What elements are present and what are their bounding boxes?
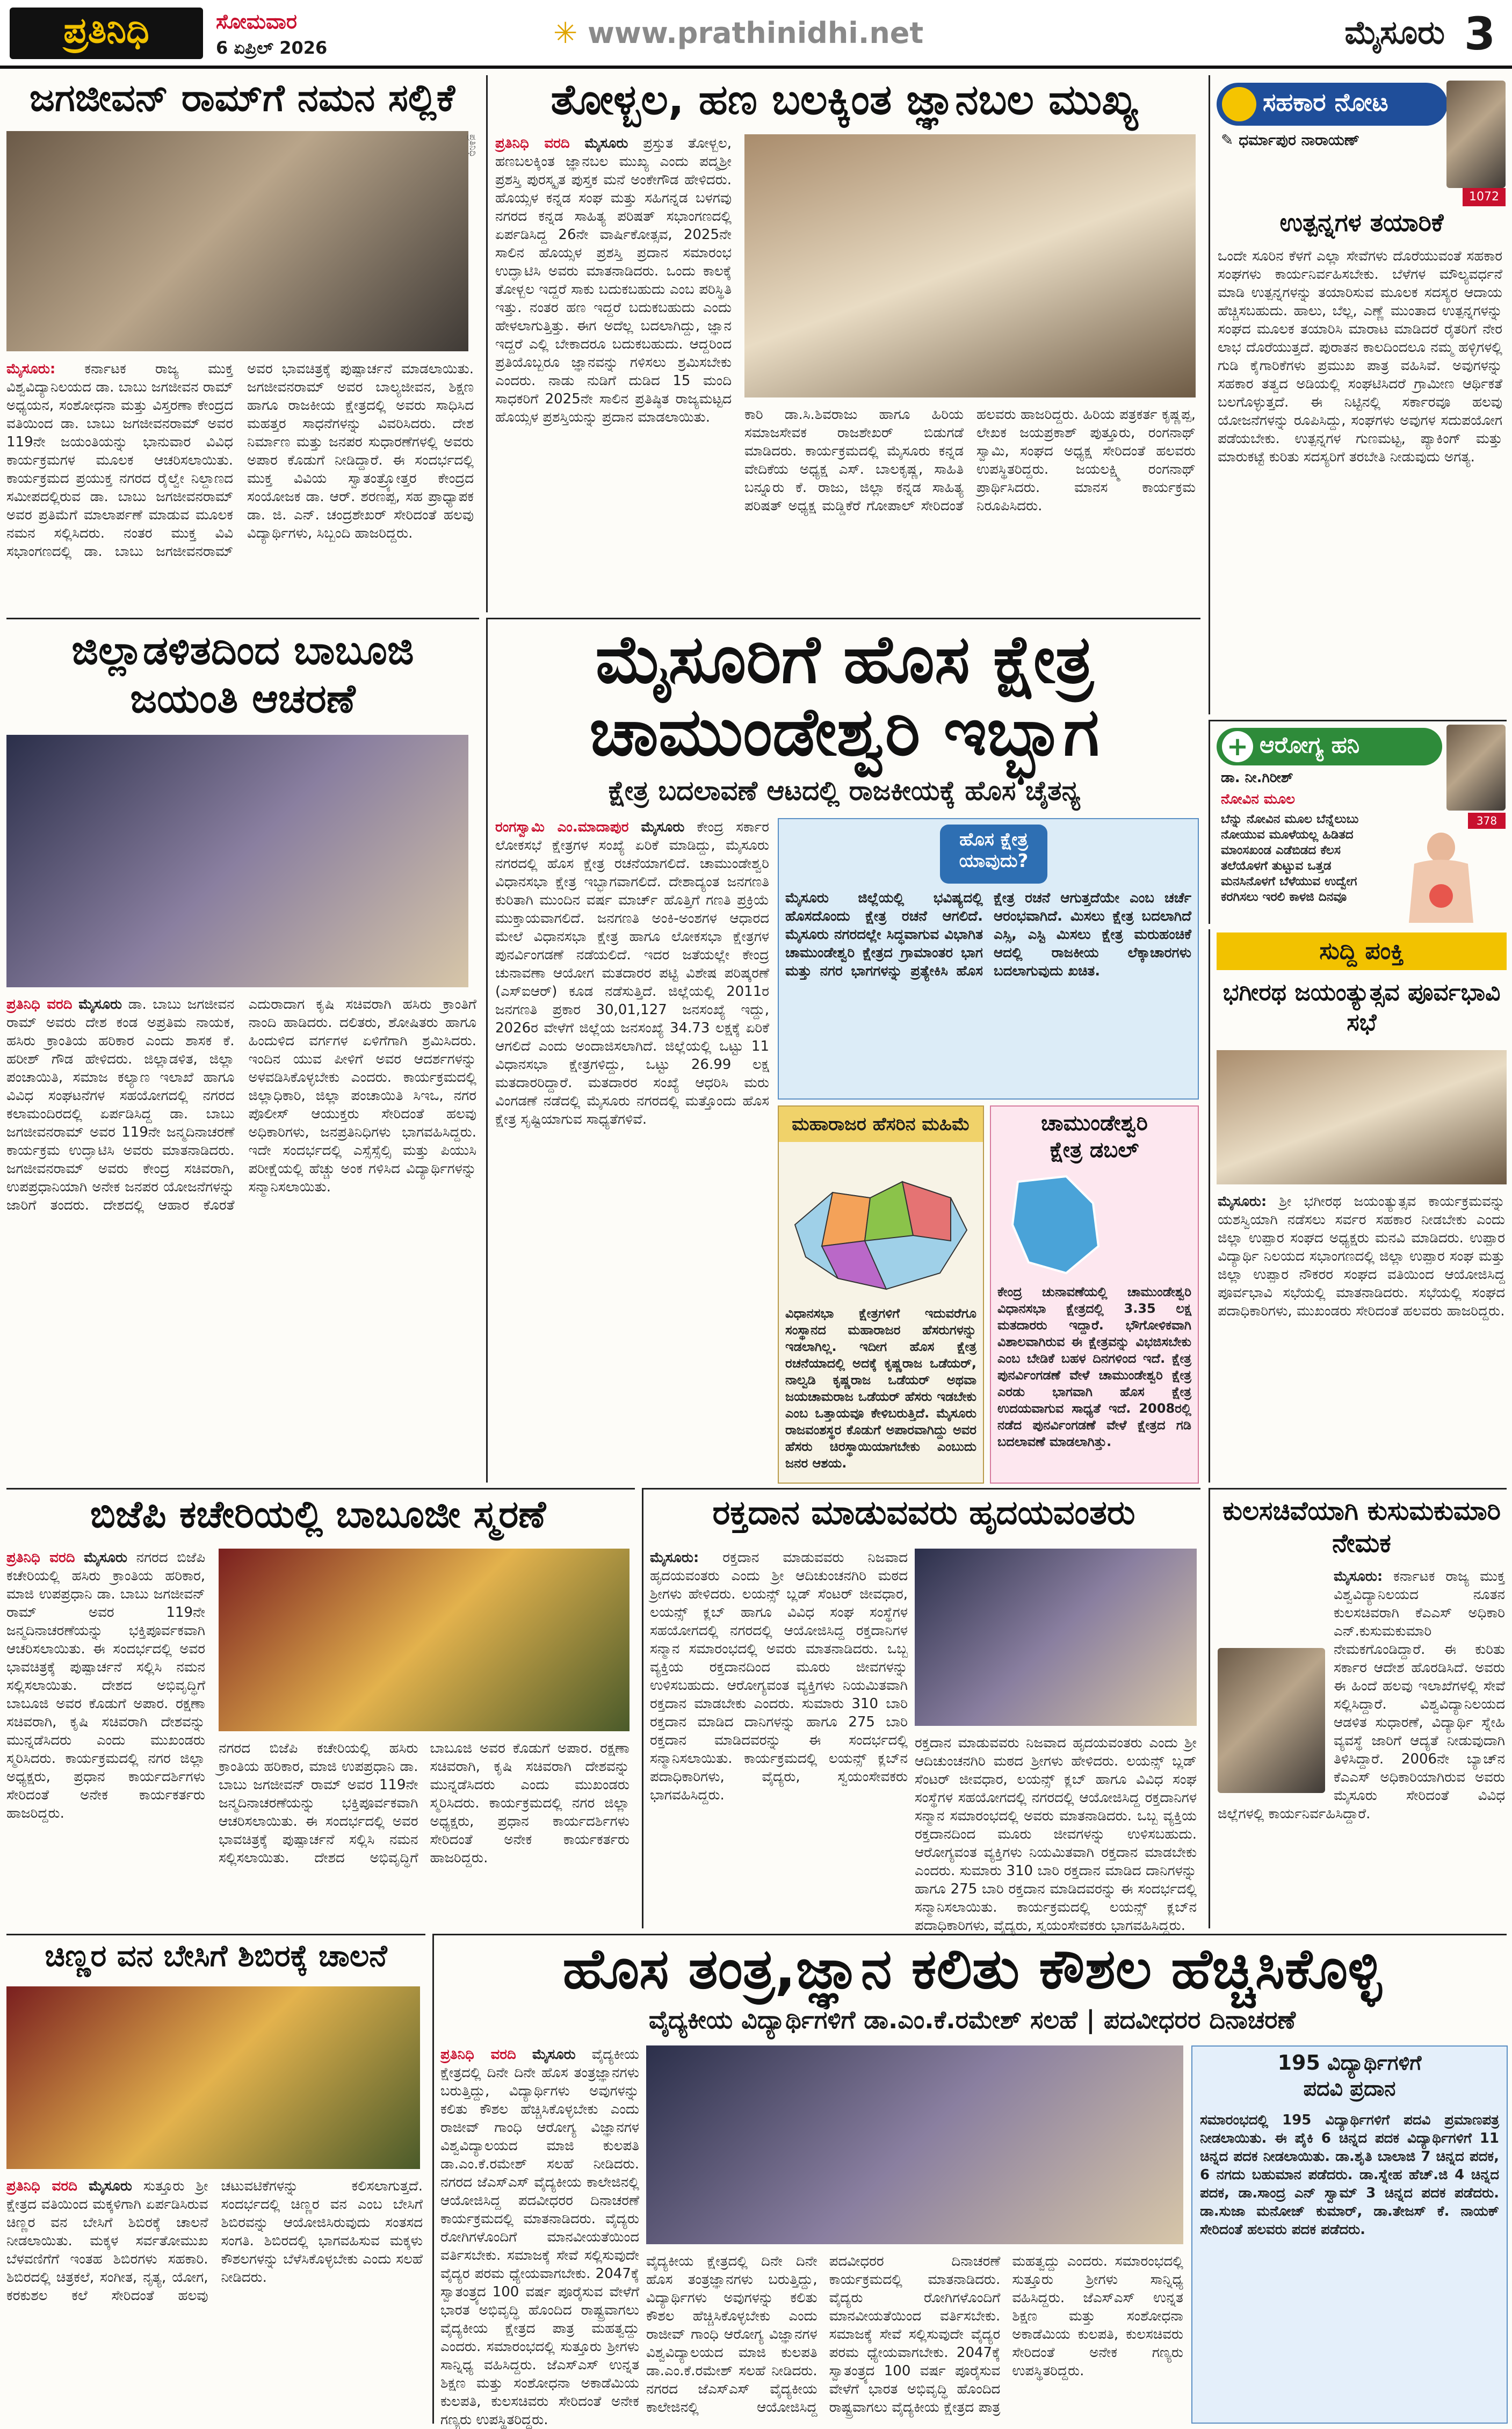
plus-icon: + — [1222, 731, 1253, 762]
camp-byline: ಪ್ರತಿನಿಧಿ ವರದಿ — [6, 2178, 77, 2194]
column-sahakara-nota — [1209, 75, 1507, 714]
box-new-constituency — [778, 818, 1199, 1100]
story4-dateline: ಮೈಸೂರು — [641, 819, 685, 835]
arogya-title: ಆರೋಗ್ಯ ಹನಿ — [1260, 732, 1360, 758]
camp-dateline: ಮೈಸೂರು — [88, 2178, 132, 2194]
skill-headline: ಹೊಸ ತಂತ್ರ,ಜ್ಞಾನ ಕಲಿತು ಕೌಶಲ ಹೆಚ್ಚಿಸಿಕೊಳ್ಳಿ — [562, 1936, 1382, 2001]
masthead-date: 6 ಏಪ್ರಿಲ್ 2026 — [216, 38, 328, 58]
arogya-number: 378 — [1468, 813, 1506, 829]
story2-body-right: ಕಾರಿ ಡಾ.ಸಿ.ಶಿವರಾಜು ಹಾಗೂ ಹಿರಿಯ ಸಮಾಜಸೇವಕ ರಾಜಶೇಖರ್ ಬಿಡುಗಡೆ ಮಾಡಿದರು. ಕಾರ್ಯಕ್ರಮದಲ್ಲಿ ಮೈಸೂರು ಕನ್ನಡ ವೇದಿಕೆಯ ಅಧ್ಯಕ್ಷ ಎಸ್. ಬಾಲಕೃಷ್ಣ, ಸಾಹಿತಿ ಬನ್ನೂರು ಕೆ. ರಾಜು, ಜಿಲ್ಲಾ ಕನ್ನಡ ಸಾಹಿತ್ಯ ಪರಿಷತ್ ಅಧ್ಯಕ್ಷ ಮಡ್ಡಿಕೆರೆ ಗೋಪಾಲ್ ಸೇರಿದಂತೆ ಹಲವರು ಹಾಜರಿದ್ದರು. ಹಿರಿಯ ಪತ್ರಕರ್ತ ಕೃಷ್ಣಪ್ಪ, ಲೇಖಕ ಜಯಪ್ರಕಾಶ್ ಪುತ್ತೂರು, ರಂಗನಾಥ್ ಸ್ವಾಮಿ, ಸಂಘದ ಅಧ್ಯಕ್ಷ ಸೇರಿದಂತೆ ಹಲವರು ಉಪಸ್ಥಿತರಿದ್ದರು. ಜಯಲಕ್ಷ್ಮಿ ರಂಗನಾಥ್ ಪ್ರಾರ್ಥಿಸಿದರು. ಮಾನಸ ಕಾರ್ಯಕ್ರಮ ನಿರೂಪಿಸಿದರು. — [744, 407, 1196, 514]
story2-body-left — [495, 134, 732, 607]
arogya-title-bar — [1217, 728, 1442, 765]
story1-headline: ಜಗಜೀವನ್ ರಾಮ್‌ಗೆ ನಮನ ಸಲ್ಲಿಕೆ — [29, 76, 455, 120]
story-knowledge-power — [486, 75, 1200, 612]
story2-dateline: ಮೈಸೂರು — [584, 135, 628, 151]
skill-body-right: ವೈದ್ಯಕೀಯ ಕ್ಷೇತ್ರದಲ್ಲಿ ದಿನೇ ದಿನೇ ಹೊಸ ತಂತ್ರಜ್ಞಾನಗಳು ಬರುತ್ತಿದ್ದು, ವಿದ್ಯಾರ್ಥಿಗಳು ಅವುಗಳನ್ನು ಕಲಿತು ಕೌಶಲ ಹೆಚ್ಚಿಸಿಕೊಳ್ಳಬೇಕು ಎಂದು ರಾಜೀವ್ ಗಾಂಧಿ ಆರೋಗ್ಯ ವಿಜ್ಞಾನಗಳ ವಿಶ್ವವಿದ್ಯಾಲಯದ ಮಾಜಿ ಕುಲಪತಿ ಡಾ.ಎಂ.ಕೆ.ರಮೇಶ್ ಸಲಹೆ ನೀಡಿದರು. ನಗರದ ಜೆಎಸ್ಎಸ್ ವೈದ್ಯಕೀಯ ಕಾಲೇಜಿನಲ್ಲಿ ಆಯೋಜಿಸಿದ್ದ ಪದವೀಧರರ ದಿನಾಚರಣೆ ಕಾರ್ಯಕ್ರಮದಲ್ಲಿ ಮಾತನಾಡಿದರು. ವೈದ್ಯರು ರೋಗಿಗಳೊಂದಿಗೆ ಮಾನವೀಯತೆಯಿಂದ ವರ್ತಿಸಬೇಕು. ಸಮಾಜಕ್ಕೆ ಸೇವೆ ಸಲ್ಲಿಸುವುದೇ ವೈದ್ಯರ ಪರಮ ಧ್ಯೇಯವಾಗಬೇಕು. 2047ಕ್ಕೆ ಸ್ವಾತಂತ್ರ್ಯದ 100 ವರ್ಷ ಪೂರೈಸುವ ವೇಳೆಗೆ ಭಾರತ ಅಭಿವೃದ್ಧಿ ಹೊಂದಿದ ರಾಷ್ಟ್ರವಾಗಲು ವೈದ್ಯಕೀಯ ಕ್ಷೇತ್ರದ ಪಾತ್ರ ಮಹತ್ವದ್ದು ಎಂದರು. ಸಮಾರಂಭದಲ್ಲಿ ಸುತ್ತೂರು ಶ್ರೀಗಳು ಸಾನ್ನಿಧ್ಯ ವಹಿಸಿದ್ದರು. ಜೆಎಸ್ಎಸ್ ಉನ್ನತ ಶಿಕ್ಷಣ ಮತ್ತು ಸಂಶೋಧನಾ ಅಕಾಡೆಮಿಯ ಕುಲಪತಿ, ಕುಲಸಚಿವರು ಸೇರಿದಂತೆ ಅನೇಕ ಗಣ್ಯರು ಉಪಸ್ಥಿತರಿದ್ದರು. — [646, 2253, 1183, 2416]
suddi-text: ಶ್ರೀ ಭಗೀರಥ ಜಯಂತ್ಯುತ್ಸವ ಕಾರ್ಯಕ್ರಮವನ್ನು ಯಶಸ್ವಿಯಾಗಿ ನಡೆಸಲು ಸರ್ವರ ಸಹಕಾರ ನೀಡಬೇಕು ಎಂದು ಜಿಲ್ಲಾ ಉಪ್ಪಾರ ಸಂಘದ ಅಧ್ಯಕ್ಷರು ಮನವಿ ಮಾಡಿದರು. ಉಪ್ಪಾರ ವಿದ್ಯಾರ್ಥಿ ನಿಲಯದ ಸಭಾಂಗಣದಲ್ಲಿ ಜಿಲ್ಲಾ ಉಪ್ಪಾರ ಸಂಘ ಮತ್ತು ಜಿಲ್ಲಾ ಉಪ್ಪಾರ ನೌಕರರ ಸಂಘದ ವತಿಯಿಂದ ಆಯೋಜಿಸಿದ್ದ ಪೂರ್ವಭಾವಿ ಸಭೆಯಲ್ಲಿ ಮಾತನಾಡಿದರು. ಸಭೆಯಲ್ಲಿ ಸಂಘದ ಪದಾಧಿಕಾರಿಗಳು, ಮುಖಂಡರು ಸೇರಿದಂತೆ ಹಲವರು ಹಾಜರಿದ್ದರು. — [1218, 1194, 1505, 1319]
arogya-body: ಬೆನ್ನು ನೋವಿನ ಮೂಲ ಬೆನ್ನೆಲುಬು ನೋಯುವ ಮೂಳೆಯಲ್ಲ ಹಿಡಿತದ ಮಾಂಸಖಂಡ ಎಡೆಬಿಡದ ಕೆಲಸ ತಲೆಯೊಳಗೆ ತುಟ್ಟುವ ಒತ್ತಡ ಮನಸಿನೊಳಗೆ ಬೆಳೆಯುವ ಉದ್ವೇಗ ಕರಗಿಸಲು ಇರಲಿ ಕಾಳಜಿ ದಿನವೂ — [1221, 812, 1359, 904]
story2-byline: ಪ್ರತಿನಿಧಿ ವರದಿ — [495, 135, 570, 151]
story3-body — [6, 995, 476, 1479]
suddi-label: ಸುದ್ದಿ ಪಂಕ್ತಿ — [1217, 932, 1507, 970]
kusuma-dateline: ಮೈಸೂರು: — [1334, 1568, 1383, 1585]
bjp-dateline: ಮೈಸೂರು — [84, 1550, 128, 1566]
story-graduation-day — [432, 1934, 1507, 2428]
bjp-photo — [219, 1549, 630, 1731]
box-double-title-2: ಕ್ಷೇತ್ರ ಡಬಲ್ — [1050, 1138, 1139, 1162]
story1-text: ಕರ್ನಾಟಕ ರಾಜ್ಯ ಮುಕ್ತ ವಿಶ್ವವಿದ್ಯಾನಿಲಯದ ಡಾ. ಬಾಬು ಜಗಜೀವನ ರಾಮ್ ಅಧ್ಯಯನ, ಸಂಶೋಧನಾ ಮತ್ತು ವಿಸ್ತರಣಾ ಕೇಂದ್ರದ ವತಿಯಿಂದ ಡಾ. ಬಾಬು ಜಗಜೀವನರಾಮ್ ಅವರ 119ನೇ ಜಯಂತಿಯನ್ನು ಭಾನುವಾರ ವಿವಿಧ ಕಾರ್ಯಕ್ರಮಗಳ ಮೂಲಕ ಆಚರಿಸಲಾಯಿತು. ಕಾರ್ಯಕ್ರಮದ ಪ್ರಯುಕ್ತ ನಗರದ ರೈಲ್ವೇ ನಿಲ್ದಾಣದ ಸಮೀಪದಲ್ಲಿರುವ ಡಾ. ಬಾಬು ಜಗಜೀವನರಾಮ್ ಅವರ ಪ್ರತಿಮೆಗೆ ಮಾಲಾರ್ಪಣೆ ಮಾಡುವ ಮೂಲಕ ನಮನ ಸಲ್ಲಿಸಿದರು. ನಂತರ ಮುಕ್ತ ವಿವಿ ಸಭಾಂಗಣದಲ್ಲಿ ಡಾ. ಬಾಬು ಜಗಜೀವನರಾಮ್ ಅವರ ಭಾವಚಿತ್ರಕ್ಕೆ ಪುಷ್ಪಾರ್ಚನೆ ಮಾಡಲಾಯಿತು. ಜಗಜೀವನರಾಮ್ ಅವರ ಬಾಲ್ಯಜೀವನ, ಶಿಕ್ಷಣ ಹಾಗೂ ರಾಜಕೀಯ ಕ್ಷೇತ್ರದಲ್ಲಿ ಅವರು ಸಾಧಿಸಿದ ಮಹತ್ತರ ಸಾಧನೆಗಳನ್ನು ವಿವರಿಸಿದರು. ದೇಶ ನಿರ್ಮಾಣ ಮತ್ತು ಜನಪರ ಸುಧಾರಣೆಗಳಲ್ಲಿ ಅವರು ಅಪಾರ ಕೊಡುಗೆ ನೀಡಿದ್ದಾರೆ. ಈ ಸಂದರ್ಭದಲ್ಲಿ ಮುಕ್ತ ವಿವಿಯ ಸ್ವಾತಂತ್ರ್ಯೋತ್ತರ ಕೇಂದ್ರದ ಸಂಯೋಜಕ ಡಾ. ಆರ್. ಶರಣಪ್ಪ, ಸಹ ಪ್ರಾಧ್ಯಾಪಕ ಡಾ. ಜಿ. ಎನ್. ಚಂದ್ರಶೇಖರ್ ಸೇರಿದಂತೆ ಹಲವು ವಿದ್ಯಾರ್ಥಿಗಳು, ಸಿಬ್ಬಂದಿ ಹಾಜರಿದ್ದರು. — [6, 361, 474, 560]
pen-icon: ✎ — [1221, 131, 1239, 149]
blood-body-left — [650, 1549, 908, 1925]
suddi-dateline: ಮೈಸೂರು: — [1218, 1194, 1267, 1210]
masthead-edition: ಮೈಸೂರು — [1344, 14, 1445, 52]
sahakara-title: ಸಹಕಾರ ನೋಟ — [1263, 88, 1388, 117]
skill-body-left — [440, 2045, 639, 2428]
story-district-jayanti — [6, 618, 479, 1483]
sahakara-author-name: ಧರ್ಮಾಪುರ ನಾರಾಯಣ್ — [1239, 131, 1360, 149]
arogya-subtitle: ನೋವಿನ ಮೂಲ — [1221, 791, 1296, 807]
story-bjp-office — [6, 1488, 635, 1928]
blood-dateline: ಮೈಸೂರು: — [650, 1550, 699, 1566]
back-pain-illustration — [1382, 832, 1500, 923]
story3-text: ಡಾ. ಬಾಬು ಜಗಜೀವನ ರಾಮ್ ಅವರು ದೇಶ ಕಂಡ ಅಪ್ರತಿಮ ನಾಯಕ, ಹಸಿರು ಕ್ರಾಂತಿಯ ಹರಿಕಾರ ಎಂದು ಶಾಸಕ ಕೆ. ಹರೀಶ್ ಗೌಡ ಹೇಳಿದರು. ಜಿಲ್ಲಾಡಳಿತ, ಜಿಲ್ಲಾ ಪಂಚಾಯಿತಿ, ಸಮಾಜ ಕಲ್ಯಾಣ ಇಲಾಖೆ ಹಾಗೂ ವಿವಿಧ ಸಂಘಟನೆಗಳ ಸಹಯೋಗದಲ್ಲಿ ನಗರದ ಕಲಾಮಂದಿರದಲ್ಲಿ ಏರ್ಪಡಿಸಿದ್ದ ಡಾ. ಬಾಬು ಜಗಜೀವನರಾಮ್ ಅವರ 119ನೇ ಜನ್ಮದಿನಾಚರಣೆ ಕಾರ್ಯಕ್ರಮ ಉದ್ಘಾಟಿಸಿ ಅವರು ಮಾತನಾಡಿದರು. ಜಗಜೀವನರಾಮ್ ಅವರು ಕೇಂದ್ರ ಸಚಿವರಾಗಿ, ಉಪಪ್ರಧಾನಿಯಾಗಿ ಅನೇಕ ಜನಪರ ಯೋಜನೆಗಳನ್ನು ಜಾರಿಗೆ ತಂದರು. ದೇಶದಲ್ಲಿ ಆಹಾರ ಕೊರತೆ ಎದುರಾದಾಗ ಕೃಷಿ ಸಚಿವರಾಗಿ ಹಸಿರು ಕ್ರಾಂತಿಗೆ ನಾಂದಿ ಹಾಡಿದರು. ದಲಿತರು, ಶೋಷಿತರು ಹಾಗೂ ಹಿಂದುಳಿದ ವರ್ಗಗಳ ಏಳಿಗೆಗಾಗಿ ಶ್ರಮಿಸಿದರು. ಇಂದಿನ ಯುವ ಪೀಳಿಗೆ ಅವರ ಆದರ್ಶಗಳನ್ನು ಅಳವಡಿಸಿಕೊಳ್ಳಬೇಕು ಎಂದರು. ಕಾರ್ಯಕ್ರಮದಲ್ಲಿ ಜಿಲ್ಲಾಧಿಕಾರಿ, ಜಿಲ್ಲಾ ಪಂಚಾಯಿತಿ ಸಿಇಒ, ನಗರ ಪೊಲೀಸ್ ಆಯುಕ್ತರು ಸೇರಿದಂತೆ ಹಲವು ಅಧಿಕಾರಿಗಳು, ಜನಪ್ರತಿನಿಧಿಗಳು ಭಾಗವಹಿಸಿದ್ದರು. ಇದೇ ಸಂದರ್ಭದಲ್ಲಿ ಎಸ್ಸೆಸ್ಸೆಲ್ಸಿ ಮತ್ತು ಪಿಯುಸಿ ಪರೀಕ್ಷೆಯಲ್ಲಿ ಹೆಚ್ಚು ಅಂಕ ಗಳಿಸಿದ ವಿದ್ಯಾರ್ಥಿಗಳನ್ನು ಸನ್ಮಾನಿಸಲಾಯಿತು. — [6, 996, 476, 1213]
story-new-constituency — [486, 618, 1200, 1483]
story1-body — [6, 360, 474, 612]
story2-text: ಪ್ರಸ್ತುತ ತೋಳ್ಬಲ, ಹಣಬಲಕ್ಕಿಂತ ಜ್ಞಾನಬಲ ಮುಖ್ಯ ಎಂದು ಪದ್ಮಶ್ರೀ ಪ್ರಶಸ್ತಿ ಪುರಸ್ಕೃತ ಪುಸ್ತಕ ಮನೆ ಅಂಕೇಗೌಡ ಹೇಳಿದರು. ಹೊಯ್ಸಳ ಕನ್ನಡ ಸಂಘ ಮತ್ತು ಸಹಿಗನ್ನಡ ಬಳಗವು ನಗರದ ಕನ್ನಡ ಸಾಹಿತ್ಯ ಪರಿಷತ್ ಸಭಾಂಗಣದಲ್ಲಿ ಏರ್ಪಡಿಸಿದ್ದ 26ನೇ ವಾರ್ಷಿಕೋತ್ಸವ, 2025ನೇ ಸಾಲಿನ ಹೊಯ್ಸಳ ಪ್ರಶಸ್ತಿ ಪ್ರದಾನ ಸಮಾರಂಭ ಉದ್ಘಾಟಿಸಿ ಅವರು ಮಾತನಾಡಿದರು. ಒಂದು ಕಾಲಕ್ಕೆ ತೋಳ್ಬಲ ಇದ್ದರೆ ಸಾಕು ಬದುಕಬಹುದು ಎಂಬ ಪರಿಸ್ಥಿತಿ ಇತ್ತು. ನಂತರ ಹಣ ಇದ್ದರೆ ಬದುಕಬಹುದು ಎಂದು ಹೇಳಲಾಗುತ್ತಿತ್ತು. ಈಗ ಅದೆಲ್ಲ ಬದಲಾಗಿದ್ದು, ಜ್ಞಾನ ಇದ್ದರೆ ಎಲ್ಲಿ ಬೇಕಾದರೂ ಬದುಕಬಹುದು. ಆದ್ದರಿಂದ ಪ್ರತಿಯೊಬ್ಬರೂ ಜ್ಞಾನವನ್ನು ಗಳಿಸಲು ಶ್ರಮಿಸಬೇಕು ಎಂದರು. ನಾಡು ನುಡಿಗೆ ದುಡಿದ 15 ಮಂದಿ ಸಾಧಕರಿಗೆ 2025ನೇ ಸಾಲಿನ ಪ್ರತಿಷ್ಠಿತ ರಾಜ್ಯಮಟ್ಟದ ಹೊಯ್ಸಳ ಪ್ರಶಸ್ತಿಯನ್ನು ಪ್ರದಾನ ಮಾಡಲಾಯಿತು. — [495, 135, 732, 425]
camp-body — [6, 2177, 423, 2421]
constituency-map — [1002, 1171, 1109, 1278]
column-suddi-pankti — [1209, 929, 1507, 1483]
story4-body — [495, 818, 769, 1479]
skill-subhead2: ಪದವೀಧರರ ದಿನಾಚರಣೆ — [1103, 2005, 1296, 2034]
box-degree-body: ಸಮಾರಂಭದಲ್ಲಿ 195 ವಿದ್ಯಾರ್ಥಿಗಳಿಗೆ ಪದವಿ ಪ್ರಮಾಣಪತ್ರ ನೀಡಲಾಯಿತು. ಈ ಪೈಕಿ 6 ಚಿನ್ನದ ಪದಕ ವಿದ್ಯಾರ್ಥಿಗಳಿಗೆ 11 ಚಿನ್ನದ ಪದಕ ನೀಡಲಾಯಿತು. ಡಾ.ಶೃತಿ ಬಾಲಾಜಿ 7 ಚಿನ್ನದ ಪದಕ, 6 ನಗದು ಬಹುಮಾನ ಪಡೆದರು. ಡಾ.ಸ್ನೇಹ ಹೆಚ್.ಜಿ 4 ಚಿನ್ನದ ಪದಕ, ಡಾ.ಸಾಂದ್ರ ಎನ್ ಸ್ವಾಮ್ 3 ಚಿನ್ನದ ಪದಕ ಪಡೆದರು. ಡಾ.ಸುಜಾ ಮನೋಜ್ ಕುಮಾರ್, ಡಾ.ತೇಜಸ್ ಕೆ. ನಾಯಕ್ ಸೇರಿದಂತೆ ಹಲವರು ಪದಕ ಪಡೆದರು. — [1200, 2112, 1499, 2238]
story3-dateline: ಮೈಸೂರು — [78, 996, 122, 1013]
box-degree-title-1: 195 ವಿದ್ಯಾರ್ಥಿಗಳಿಗೆ — [1277, 2051, 1422, 2074]
box-maharaja-name — [778, 1105, 984, 1484]
sahakara-number: 1072 — [1463, 188, 1506, 206]
story2-headline: ತೋಳ್ಬಲ, ಹಣ ಬಲಕ್ಕಿಂತ ಜ್ಞಾನಬಲ ಮುಖ್ಯ — [551, 76, 1138, 124]
suddi-photo — [1217, 1050, 1507, 1184]
bjp-text: ನಗರದ ಬಿಜೆಪಿ ಕಚೇರಿಯಲ್ಲಿ ಹಸಿರು ಕ್ರಾಂತಿಯ ಹರಿಕಾರ, ಮಾಜಿ ಉಪಪ್ರಧಾನಿ ಡಾ. ಬಾಬು ಜಗಜೀವನ್ ರಾಮ್ ಅವರ 119ನೇ ಜನ್ಮದಿನಾಚರಣೆಯನ್ನು ಭಕ್ತಿಪೂರ್ವಕವಾಗಿ ಆಚರಿಸಲಾಯಿತು. ಈ ಸಂದರ್ಭದಲ್ಲಿ ಅವರ ಭಾವಚಿತ್ರಕ್ಕೆ ಪುಷ್ಪಾರ್ಚನೆ ಸಲ್ಲಿಸಿ ನಮನ ಸಲ್ಲಿಸಲಾಯಿತು. ದೇಶದ ಅಭಿವೃದ್ಧಿಗೆ ಬಾಬೂಜಿ ಅವರ ಕೊಡುಗೆ ಅಪಾರ. ರಕ್ಷಣಾ ಸಚಿವರಾಗಿ, ಕೃಷಿ ಸಚಿವರಾಗಿ ದೇಶವನ್ನು ಮುನ್ನಡೆಸಿದರು ಎಂದು ಮುಖಂಡರು ಸ್ಮರಿಸಿದರು. ಕಾರ್ಯಕ್ರಮದಲ್ಲಿ ನಗರ ಜಿಲ್ಲಾ ಅಧ್ಯಕ್ಷರು, ಪ್ರಧಾನ ಕಾರ್ಯದರ್ಶಿಗಳು ಸೇರಿದಂತೆ ಅನೇಕ ಕಾರ್ಯಕರ್ತರು ಹಾಜರಿದ್ದರು. — [6, 1550, 205, 1821]
web-icon: ✳ — [553, 16, 588, 50]
box-maharaja-body: ವಿಧಾನಸಭಾ ಕ್ಷೇತ್ರಗಳಿಗೆ ಇದುವರೆಗೂ ಸಂಸ್ಥಾನದ ಮಹಾರಾಜರ ಹೆಸರುಗಳನ್ನು ಇಡಲಾಗಿಲ್ಲ. ಇದೀಗ ಹೊಸ ಕ್ಷೇತ್ರ ರಚನೆಯಾದಲ್ಲಿ ಅದಕ್ಕೆ ಕೃಷ್ಣರಾಜ ಒಡೆಯರ್, ನಾಲ್ವಡಿ ಕೃಷ್ಣರಾಜ ಒಡೆಯರ್ ಅಥವಾ ಜಯಚಾಮರಾಜ ಒಡೆಯರ್ ಹೆಸರು ಇಡಬೇಕು ಎಂಬ ಒತ್ತಾಯವೂ ಕೇಳಿಬರುತ್ತಿದೆ. ಮೈಸೂರು ರಾಜವಂಶಸ್ಥರ ಕೊಡುಗೆ ಅಪಾರವಾಗಿದ್ದು ಅವರ ಹೆಸರು ಚಿರಸ್ಥಾಯಿಯಾಗಬೇಕು ಎಂಬುದು ಜನರ ಆಶಯ. — [785, 1306, 976, 1471]
blood-photo — [915, 1549, 1197, 1726]
skill-text: ವೈದ್ಯಕೀಯ ಕ್ಷೇತ್ರದಲ್ಲಿ ದಿನೇ ದಿನೇ ಹೊಸ ತಂತ್ರಜ್ಞಾನಗಳು ಬರುತ್ತಿದ್ದು, ವಿದ್ಯಾರ್ಥಿಗಳು ಅವುಗಳನ್ನು ಕಲಿತು ಕೌಶಲ ಹೆಚ್ಚಿಸಿಕೊಳ್ಳಬೇಕು ಎಂದು ರಾಜೀವ್ ಗಾಂಧಿ ಆರೋಗ್ಯ ವಿಜ್ಞಾನಗಳ ವಿಶ್ವವಿದ್ಯಾಲಯದ ಮಾಜಿ ಕುಲಪತಿ ಡಾ.ಎಂ.ಕೆ.ರಮೇಶ್ ಸಲಹೆ ನೀಡಿದರು. ನಗರದ ಜೆಎಸ್ಎಸ್ ವೈದ್ಯಕೀಯ ಕಾಲೇಜಿನಲ್ಲಿ ಆಯೋಜಿಸಿದ್ದ ಪದವೀಧರರ ದಿನಾಚರಣೆ ಕಾರ್ಯಕ್ರಮದಲ್ಲಿ ಮಾತನಾಡಿದರು. ವೈದ್ಯರು ರೋಗಿಗಳೊಂದಿಗೆ ಮಾನವೀಯತೆಯಿಂದ ವರ್ತಿಸಬೇಕು. ಸಮಾಜಕ್ಕೆ ಸೇವೆ ಸಲ್ಲಿಸುವುದೇ ವೈದ್ಯರ ಪರಮ ಧ್ಯೇಯವಾಗಬೇಕು. 2047ಕ್ಕೆ ಸ್ವಾತಂತ್ರ್ಯದ 100 ವರ್ಷ ಪೂರೈಸುವ ವೇಳೆಗೆ ಭಾರತ ಅಭಿವೃದ್ಧಿ ಹೊಂದಿದ ರಾಷ್ಟ್ರವಾಗಲು ವೈದ್ಯಕೀಯ ಕ್ಷೇತ್ರದ ಪಾತ್ರ ಮಹತ್ವದ್ದು ಎಂದರು. ಸಮಾರಂಭದಲ್ಲಿ ಸುತ್ತೂರು ಶ್ರೀಗಳು ಸಾನ್ನಿಧ್ಯ ವಹಿಸಿದ್ದರು. ಜೆಎಸ್ಎಸ್ ಉನ್ನತ ಶಿಕ್ಷಣ ಮತ್ತು ಸಂಶೋಧನಾ ಅಕಾಡೆಮಿಯ ಕುಲಪತಿ, ಕುಲಸಚಿವರು ಸೇರಿದಂತೆ ಅನೇಕ ಗಣ್ಯರು ಉಪಸ್ಥಿತರಿದ್ದರು. — [440, 2047, 639, 2428]
box-chamundeshwari-double — [990, 1105, 1199, 1484]
camp-photo — [6, 1986, 420, 2169]
blood-body-right: ರಕ್ತದಾನ ಮಾಡುವವರು ನಿಜವಾದ ಹೃದಯವಂತರು ಎಂದು ಶ್ರೀ ಆದಿಚುಂಚನಗಿರಿ ಮಠದ ಶ್ರೀಗಳು ಹೇಳಿದರು. ಲಯನ್ಸ್ ಬ್ಲಡ್ ಸೆಂಟರ್ ಜೀವಧಾರ, ಲಯನ್ಸ್ ಕ್ಲಬ್ ಹಾಗೂ ವಿವಿಧ ಸಂಘ ಸಂಸ್ಥೆಗಳ ಸಹಯೋಗದಲ್ಲಿ ನಗರದಲ್ಲಿ ಆಯೋಜಿಸಿದ್ದ ರಕ್ತದಾನಿಗಳ ಸನ್ಮಾನ ಸಮಾರಂಭದಲ್ಲಿ ಅವರು ಮಾತನಾಡಿದರು. ಒಬ್ಬ ವ್ಯಕ್ತಿಯ ರಕ್ತದಾನದಿಂದ ಮೂರು ಜೀವಗಳನ್ನು ಉಳಿಸಬಹುದು. ಆರೋಗ್ಯವಂತ ವ್ಯಕ್ತಿಗಳು ನಿಯಮಿತವಾಗಿ ರಕ್ತದಾನ ಮಾಡಬೇಕು ಎಂದರು. ಸುಮಾರು 310 ಬಾರಿ ರಕ್ತದಾನ ಮಾಡಿದ ದಾನಿಗಳನ್ನು ಹಾಗೂ 275 ಬಾರಿ ರಕ್ತದಾನ ಮಾಡಿದವರನ್ನು ಈ ಸಂದರ್ಭದಲ್ಲಿ ಸನ್ಮಾನಿಸಲಾಯಿತು. ಕಾರ್ಯಕ್ರಮದಲ್ಲಿ ಲಯನ್ಸ್ ಕ್ಲಬ್‌ನ ಪದಾಧಿಕಾರಿಗಳು, ವೈದ್ಯರು, ಸ್ವಯಂಸೇವಕರು ಭಾಗವಹಿಸಿದ್ದರು. — [915, 1735, 1197, 1934]
district-map-svg — [790, 1160, 972, 1300]
subhead-divider: | — [1086, 2005, 1104, 2034]
story-kusumakumari — [1209, 1488, 1507, 1928]
skill-subhead: ವೈದ್ಯಕೀಯ ವಿದ್ಯಾರ್ಥಿಗಳಿಗೆ ಡಾ.ಎಂ.ಕೆ.ರಮೇಶ್ ಸಲಹೆ — [648, 2005, 1077, 2034]
story1-photo — [6, 131, 468, 351]
sahakara-author-photo — [1446, 81, 1506, 188]
bjp-headline: ಬಿಜೆಪಿ ಕಚೇರಿಯಲ್ಲಿ ಬಾಬೂಜೀ ಸ್ಮರಣೆ — [90, 1492, 546, 1536]
story1-dateline: ಮೈಸೂರು: — [6, 361, 56, 377]
story-blood-donation — [642, 1488, 1200, 1934]
bjp-body-left — [6, 1549, 205, 1925]
column-arogya-hani — [1209, 720, 1507, 924]
camp-text: ಸುತ್ತೂರು ಶ್ರೀ ಕ್ಷೇತ್ರದ ವತಿಯಿಂದ ಮಕ್ಕಳಿಗಾಗಿ ಏರ್ಪಡಿಸಿರುವ ಚಿಣ್ಣರ ವನ ಬೇಸಿಗೆ ಶಿಬಿರಕ್ಕೆ ಚಾಲನೆ ನೀಡಲಾಯಿತು. ಮಕ್ಕಳ ಸರ್ವತೋಮುಖ ಬೆಳವಣಿಗೆಗೆ ಇಂತಹ ಶಿಬಿರಗಳು ಸಹಕಾರಿ. ಶಿಬಿರದಲ್ಲಿ ಚಿತ್ರಕಲೆ, ಸಂಗೀತ, ನೃತ್ಯ, ಯೋಗ, ಕರಕುಶಲ ಕಲೆ ಸೇರಿದಂತೆ ಹಲವು ಚಟುವಟಿಕೆಗಳನ್ನು ಕಲಿಸಲಾಗುತ್ತದೆ. ಸಂದರ್ಭದಲ್ಲಿ ಚಿಣ್ಣರ ವನ ಎಂಬ ಬೇಸಿಗೆ ಶಿಬಿರವನ್ನು ಆಯೋಜಿಸಿರುವುದು ಸಂತಸದ ಸಂಗತಿ. ಶಿಬಿರದಲ್ಲಿ ಭಾಗವಹಿಸುವ ಮಕ್ಕಳು ಕೌಶಲಗಳನ್ನು ಬೆಳೆಸಿಕೊಳ್ಳಬೇಕು ಎಂದು ಸಲಹೆ ನೀಡಿದರು. — [6, 2178, 423, 2304]
page-number: 3 — [1464, 8, 1496, 60]
kusuma-headline: ಕುಲಸಚಿವೆಯಾಗಿ ಕುಸುಮಕುಮಾರಿ ನೇಮಕ — [1222, 1496, 1501, 1558]
story3-byline: ಪ್ರತಿನಿಧಿ ವರದಿ — [6, 996, 73, 1013]
back-pain-svg — [1382, 832, 1500, 923]
story4-headline-1: ಮೈಸೂರಿಗೆ ಹೊಸ ಕ್ಷೇತ್ರ — [595, 621, 1094, 698]
kusuma-photo — [1218, 1648, 1325, 1793]
masthead-day: ಸೋಮವಾರ — [216, 10, 297, 33]
camp-headline: ಚಿಣ್ಣರ ವನ ಬೇಸಿಗೆ ಶಿಬಿರಕ್ಕೆ ಚಾಲನೆ — [45, 1939, 387, 1973]
skill-dateline: ಮೈಸೂರು — [532, 2047, 576, 2063]
story-jagjivan-tribute — [6, 75, 478, 612]
sahakara-author — [1221, 131, 1446, 153]
suddi-headline: ಭಗೀರಥ ಜಯಂತ್ಯುತ್ಸವ ಪೂರ್ವಭಾವಿ ಸಭೆ — [1222, 979, 1501, 1036]
story4-text: ಕೇಂದ್ರ ಸರ್ಕಾರ ಲೋಕಸಭೆ ಕ್ಷೇತ್ರಗಳ ಸಂಖ್ಯೆ ಏರಿಕೆ ಮಾಡಿದ್ದು, ಮೈಸೂರು ನಗರದಲ್ಲಿ ಹೊಸ ಕ್ಷೇತ್ರ ರಚನೆಯಾಗಲಿದೆ. ಚಾಮುಂಡೇಶ್ವರಿ ವಿಧಾನಸಭಾ ಕ್ಷೇತ್ರ ಇಬ್ಭಾಗವಾಗಲಿದೆ. ದೇಶಾದ್ಯಂತ ಜನಗಣತಿ ಕುರಿತಾಗಿ ಮುಂದಿನ ವರ್ಷ ಮಾರ್ಚ್ ಹೊತ್ತಿಗೆ ಗಣತಿ ಪ್ರಕ್ರಿಯೆ ಮುಕ್ತಾಯವಾಗಲಿದೆ. ಜನಗಣತಿ ಅಂಕಿ-ಅಂಶಗಳ ಆಧಾರದ ಮೇಲೆ ವಿಧಾನಸಭಾ ಕ್ಷೇತ್ರ ಹಾಗೂ ಲೋಕಸಭಾ ಕ್ಷೇತ್ರಗಳ ಪುನರ್ವಿಂಗಡಣೆ ನಡೆಯಲಿದೆ. ಇದರ ಜತೆಯಲ್ಲೇ ಕೇಂದ್ರ ಚುನಾವಣಾ ಆಯೋಗ ಮತದಾರರ ಪಟ್ಟಿ ವಿಶೇಷ ಪರಿಷ್ಕರಣೆ (ಎಸ್ಐಆರ್) ಕೂಡ ನಡೆಸುತ್ತಿದೆ. ಜಿಲ್ಲೆಯಲ್ಲಿ 2011ರ ಜನಗಣತಿ ಪ್ರಕಾರ 30,01,127 ಜನಸಂಖ್ಯೆ ಇದ್ದು, 2026ರ ವೇಳೆಗೆ ಜಿಲ್ಲೆಯ ಜನಸಂಖ್ಯೆ 34.73 ಲಕ್ಷಕ್ಕೆ ಏರಿಕೆ ಆಗಲಿದೆ ಎಂದು ಅಂದಾಜಿಸಲಾಗಿದೆ. ಜಿಲ್ಲೆಯಲ್ಲಿ ಒಟ್ಟು 11 ವಿಧಾನಸಭಾ ಕ್ಷೇತ್ರಗಳಿದ್ದು, ಒಟ್ಟು 26.99 ಲಕ್ಷ ಮತದಾರರಿದ್ದಾರೆ. ಮತದಾರರ ಸಂಖ್ಯೆ ಆಧರಿಸಿ ಮರು ವಿಂಗಡಣೆ ನಡೆದಲ್ಲಿ ಮೈಸೂರು ನಗರದಲ್ಲಿ ಮತ್ತೊಂದು ಹೊಸ ಕ್ಷೇತ್ರ ಸೃಷ್ಟಿಯಾಗುವ ಸಾಧ್ಯತೆಗಳಿವೆ. — [495, 819, 769, 1127]
skill-photo — [646, 2045, 1183, 2244]
box-question-badge: ಹೊಸ ಕ್ಷೇತ್ರ ಯಾವುದು? — [940, 825, 1047, 884]
constituency-map-svg — [1002, 1171, 1109, 1278]
sahakara-headline: ಉತ್ಪನ್ನಗಳ ತಯಾರಿಕೆ — [1279, 208, 1444, 237]
box-new-constituency-body: ಮೈಸೂರು ಜಿಲ್ಲೆಯಲ್ಲಿ ಭವಿಷ್ಯದಲ್ಲಿ ಹೊಸದೊಂದು ಕ್ಷೇತ್ರ ರಚನೆ ಆಗಲಿದೆ. ಮೈಸೂರು ನಗರದಲ್ಲೇ ಸಿದ್ಧವಾಗುವ ವಿಭಾಗಿತ ಚಾಮುಂಡೇಶ್ವರಿ ಕ್ಷೇತ್ರದ ಗ್ರಾಮಾಂತರ ಭಾಗ ಮತ್ತು ನಗರ ಭಾಗಗಳನ್ನು ಪ್ರತ್ಯೇಕಿಸಿ ಹೊಸ ಕ್ಷೇತ್ರ ರಚನೆ ಆಗುತ್ತದೆಯೇ ಎಂಬ ಚರ್ಚೆ ಆರಂಭವಾಗಿದೆ. ಮಿಸಲು ಕ್ಷೇತ್ರ ಬದಲಾಗಿದೆ ಎಸ್ಸಿ, ಎಸ್ಟಿ ಮಿಸಲು ಕ್ಷೇತ್ರ ಮರುಹಂಚಿಕೆ ಆದಲ್ಲಿ ರಾಜಕೀಯ ಲೆಕ್ಕಾಚಾರಗಳು ಬದಲಾಗುವುದು ಖಚಿತ. — [785, 890, 1191, 979]
blood-headline: ರಕ್ತದಾನ ಮಾಡುವವರು ಹೃದಯವಂತರು — [712, 1493, 1135, 1532]
story-summer-camp — [6, 1934, 425, 2424]
sahakara-title-bar — [1217, 83, 1448, 126]
story3-headline-1: ಜಿಲ್ಲಾಡಳಿತದಿಂದ ಬಾಬೂಜಿ — [71, 627, 414, 674]
arogya-author: ಡಾ. ನೀ.ಗಿರೀಶ್ — [1221, 770, 1293, 786]
story3-photo — [6, 735, 468, 987]
bjp-byline: ಪ್ರತಿನಿಧಿ ವರದಿ — [6, 1550, 75, 1566]
kusuma-text: ಕರ್ನಾಟಕ ರಾಜ್ಯ ಮುಕ್ತ ವಿಶ್ವವಿದ್ಯಾನಿಲಯದ ನೂತನ ಕುಲಸಚಿವರಾಗಿ ಕೆಎಎಸ್ ಅಧಿಕಾರಿ ಎನ್.ಕುಸುಮಕುಮಾರಿ ನೇಮಕಗೊಂಡಿದ್ದಾರೆ. ಈ ಕುರಿತು ಸರ್ಕಾರ ಆದೇಶ ಹೊರಡಿಸಿದೆ. ಅವರು ಈ ಹಿಂದೆ ಹಲವು ಇಲಾಖೆಗಳಲ್ಲಿ ಸೇವೆ ಸಲ್ಲಿಸಿದ್ದಾರೆ. ವಿಶ್ವವಿದ್ಯಾನಿಲಯದ ಆಡಳಿತ ಸುಧಾರಣೆ, ವಿದ್ಯಾರ್ಥಿ ಸ್ನೇಹಿ ವ್ಯವಸ್ಥೆ ಜಾರಿಗೆ ಆದ್ಯತೆ ನೀಡುವುದಾಗಿ ತಿಳಿಸಿದ್ದಾರೆ. 2006ನೇ ಬ್ಯಾಚ್‌ನ ಕೆಎಎಸ್ ಅಧಿಕಾರಿಯಾಗಿರುವ ಅವರು ಮೈಸೂರು ಸೇರಿದಂತೆ ವಿವಿಧ ಜಿಲ್ಲೆಗಳಲ್ಲಿ ಕಾರ್ಯನಿರ್ವಹಿಸಿದ್ದಾರೆ. — [1218, 1568, 1506, 1822]
suddi-body — [1218, 1192, 1505, 1477]
story3-headline-2: ಜಯಂತಿ ಆಚರಣೆ — [130, 676, 356, 722]
skill-byline: ಪ್ರತಿನಿಧಿ ವರದಿ — [440, 2047, 516, 2063]
box-195-students — [1191, 2045, 1508, 2424]
box-double-body: ಕೇಂದ್ರ ಚುನಾವಣೆಯಲ್ಲಿ ಚಾಮುಂಡೇಶ್ವರಿ ವಿಧಾನಸಭಾ ಕ್ಷೇತ್ರದಲ್ಲಿ 3.35 ಲಕ್ಷ ಮತದಾರರು ಇದ್ದಾರೆ. ಭೌಗೋಳಿಕವಾಗಿ ವಿಶಾಲವಾಗಿರುವ ಈ ಕ್ಷೇತ್ರವನ್ನು ವಿಭಜಿಸಬೇಕು ಎಂಬ ಬೇಡಿಕೆ ಬಹಳ ದಿನಗಳಿಂದ ಇದೆ. ಕ್ಷೇತ್ರ ಪುನರ್ವಿಂಗಡಣೆ ವೇಳೆ ಚಾಮುಂಡೇಶ್ವರಿ ಕ್ಷೇತ್ರ ಎರಡು ಭಾಗವಾಗಿ ಹೊಸ ಕ್ಷೇತ್ರ ಉದಯವಾಗುವ ಸಾಧ್ಯತೆ ಇದೆ. 2008ರಲ್ಲಿ ನಡೆದ ಪುನರ್ವಿಂಗಡಣೆ ವೇಳೆ ಕ್ಷೇತ್ರದ ಗಡಿ ಬದಲಾವಣೆ ಮಾಡಲಾಗಿತ್ತು. — [997, 1284, 1191, 1449]
box-maharaja-title: ಮಹಾರಾಜರ ಹೆಸರಿನ ಮಹಿಮೆ — [779, 1107, 983, 1142]
story2-photo — [744, 134, 1196, 397]
website-text: www.prathinidhi.net — [588, 16, 924, 50]
masthead-logo — [10, 8, 203, 59]
sahakara-body: ಒಂದೇ ಸೂರಿನ ಕೆಳಗೆ ಎಲ್ಲಾ ಸೇವೆಗಳು ದೊರೆಯುವಂತೆ ಸಹಕಾರ ಸಂಘಗಳು ಕಾರ್ಯನಿರ್ವಹಿಸಬೇಕು. ಬೆಳೆಗಳ ಮೌಲ್ಯವರ್ಧನೆ ಮಾಡಿ ಉತ್ಪನ್ನಗಳನ್ನು ತಯಾರಿಸುವ ಮೂಲಕ ಸದಸ್ಯರ ಆದಾಯ ಹೆಚ್ಚಿಸಬಹುದು. ಹಾಲು, ಬೆಲ್ಲ, ಎಣ್ಣೆ ಮುಂತಾದ ಉತ್ಪನ್ನಗಳನ್ನು ಸಂಘದ ಮೂಲಕ ತಯಾರಿಸಿ ಮಾರಾಟ ಮಾಡಿದರೆ ರೈತರಿಗೆ ನೇರ ಲಾಭ ದೊರೆಯುತ್ತದೆ. ಪುರಾತನ ಕಾಲದಿಂದಲೂ ನಮ್ಮ ಹಳ್ಳಿಗಳಲ್ಲಿ ಗುಡಿ ಕೈಗಾರಿಕೆಗಳು ಪ್ರಮುಖ ಪಾತ್ರ ವಹಿಸಿವೆ. ಅವುಗಳನ್ನು ಸಹಕಾರ ತತ್ವದ ಅಡಿಯಲ್ಲಿ ಸಂಘಟಿಸಿದರೆ ಗ್ರಾಮೀಣ ಆರ್ಥಿಕತೆ ಬಲಗೊಳ್ಳುತ್ತದೆ. ಈ ನಿಟ್ಟಿನಲ್ಲಿ ಸರ್ಕಾರವೂ ಹಲವು ಯೋಜನೆಗಳನ್ನು ರೂಪಿಸಿದ್ದು, ಸಂಘಗಳು ಅವುಗಳ ಸದುಪಯೋಗ ಪಡೆಯಬೇಕು. ಉತ್ಪನ್ನಗಳ ಗುಣಮಟ್ಟ, ಪ್ಯಾಕಿಂಗ್ ಮತ್ತು ಮಾರುಕಟ್ಟೆ ಕುರಿತು ಸದಸ್ಯರಿಗೆ ತರಬೇತಿ ನೀಡುವುದು ಅಗತ್ಯ. — [1218, 248, 1502, 465]
photo-credit: ಪ್ರತಿನಿಧಿ — [467, 134, 478, 157]
bjp-body-right: ನಗರದ ಬಿಜೆಪಿ ಕಚೇರಿಯಲ್ಲಿ ಹಸಿರು ಕ್ರಾಂತಿಯ ಹರಿಕಾರ, ಮಾಜಿ ಉಪಪ್ರಧಾನಿ ಡಾ. ಬಾಬು ಜಗಜೀವನ್ ರಾಮ್ ಅವರ 119ನೇ ಜನ್ಮದಿನಾಚರಣೆಯನ್ನು ಭಕ್ತಿಪೂರ್ವಕವಾಗಿ ಆಚರಿಸಲಾಯಿತು. ಈ ಸಂದರ್ಭದಲ್ಲಿ ಅವರ ಭಾವಚಿತ್ರಕ್ಕೆ ಪುಷ್ಪಾರ್ಚನೆ ಸಲ್ಲಿಸಿ ನಮನ ಸಲ್ಲಿಸಲಾಯಿತು. ದೇಶದ ಅಭಿವೃದ್ಧಿಗೆ ಬಾಬೂಜಿ ಅವರ ಕೊಡುಗೆ ಅಪಾರ. ರಕ್ಷಣಾ ಸಚಿವರಾಗಿ, ಕೃಷಿ ಸಚಿವರಾಗಿ ದೇಶವನ್ನು ಮುನ್ನಡೆಸಿದರು ಎಂದು ಮುಖಂಡರು ಸ್ಮರಿಸಿದರು. ಕಾರ್ಯಕ್ರಮದಲ್ಲಿ ನಗರ ಜಿಲ್ಲಾ ಅಧ್ಯಕ್ಷರು, ಪ್ರಧಾನ ಕಾರ್ಯದರ್ಶಿಗಳು ಸೇರಿದಂತೆ ಅನೇಕ ಕಾರ್ಯಕರ್ತರು ಹಾಜರಿದ್ದರು. — [219, 1740, 630, 1866]
story4-byline: ರಂಗಸ್ವಾಮಿ ಎಂ.ಮಾದಾಪುರ — [495, 819, 629, 835]
box-degree-title-2: ಪದವಿ ಪ್ರದಾನ — [1303, 2077, 1396, 2100]
masthead-website — [553, 16, 961, 54]
skill-subhead-row — [440, 2005, 1504, 2037]
story4-headline-2: ಚಾಮುಂಡೇಶ್ವರಿ ಇಬ್ಭಾಗ — [589, 693, 1099, 771]
arogya-author-photo — [1446, 725, 1506, 811]
blood-text: ರಕ್ತದಾನ ಮಾಡುವವರು ನಿಜವಾದ ಹೃದಯವಂತರು ಎಂದು ಶ್ರೀ ಆದಿಚುಂಚನಗಿರಿ ಮಠದ ಶ್ರೀಗಳು ಹೇಳಿದರು. ಲಯನ್ಸ್ ಬ್ಲಡ್ ಸೆಂಟರ್ ಜೀವಧಾರ, ಲಯನ್ಸ್ ಕ್ಲಬ್ ಹಾಗೂ ವಿವಿಧ ಸಂಘ ಸಂಸ್ಥೆಗಳ ಸಹಯೋಗದಲ್ಲಿ ನಗರದಲ್ಲಿ ಆಯೋಜಿಸಿದ್ದ ರಕ್ತದಾನಿಗಳ ಸನ್ಮಾನ ಸಮಾರಂಭದಲ್ಲಿ ಅವರು ಮಾತನಾಡಿದರು. ಒಬ್ಬ ವ್ಯಕ್ತಿಯ ರಕ್ತದಾನದಿಂದ ಮೂರು ಜೀವಗಳನ್ನು ಉಳಿಸಬಹುದು. ಆರೋಗ್ಯವಂತ ವ್ಯಕ್ತಿಗಳು ನಿಯಮಿತವಾಗಿ ರಕ್ತದಾನ ಮಾಡಬೇಕು ಎಂದರು. ಸುಮಾರು 310 ಬಾರಿ ರಕ್ತದಾನ ಮಾಡಿದ ದಾನಿಗಳನ್ನು ಹಾಗೂ 275 ಬಾರಿ ರಕ್ತದಾನ ಮಾಡಿದವರನ್ನು ಈ ಸಂದರ್ಭದಲ್ಲಿ ಸನ್ಮಾನಿಸಲಾಯಿತು. ಕಾರ್ಯಕ್ರಮದಲ್ಲಿ ಲಯನ್ಸ್ ಕ್ಲಬ್‌ನ ಪದಾಧಿಕಾರಿಗಳು, ವೈದ್ಯರು, ಸ್ವಯಂಸೇವಕರು ಭಾಗವಹಿಸಿದ್ದರು. — [650, 1550, 908, 1803]
masthead — [0, 0, 1512, 69]
district-map — [790, 1160, 972, 1300]
kusuma-body — [1218, 1567, 1505, 1927]
box-double-title-1: ಚಾಮುಂಡೇಶ್ವರಿ — [1041, 1111, 1148, 1136]
logo-text: ಪ್ರತಿನಿಧಿ — [63, 10, 149, 51]
eye-icon — [1222, 87, 1256, 121]
story4-subhead: ಕ್ಷೇತ್ರ ಬದಲಾವಣೆ ಆಟದಲ್ಲಿ ರಾಜಕೀಯಕ್ಕೆ ಹೊಸ ಚೈತನ್ಯ — [608, 775, 1081, 806]
